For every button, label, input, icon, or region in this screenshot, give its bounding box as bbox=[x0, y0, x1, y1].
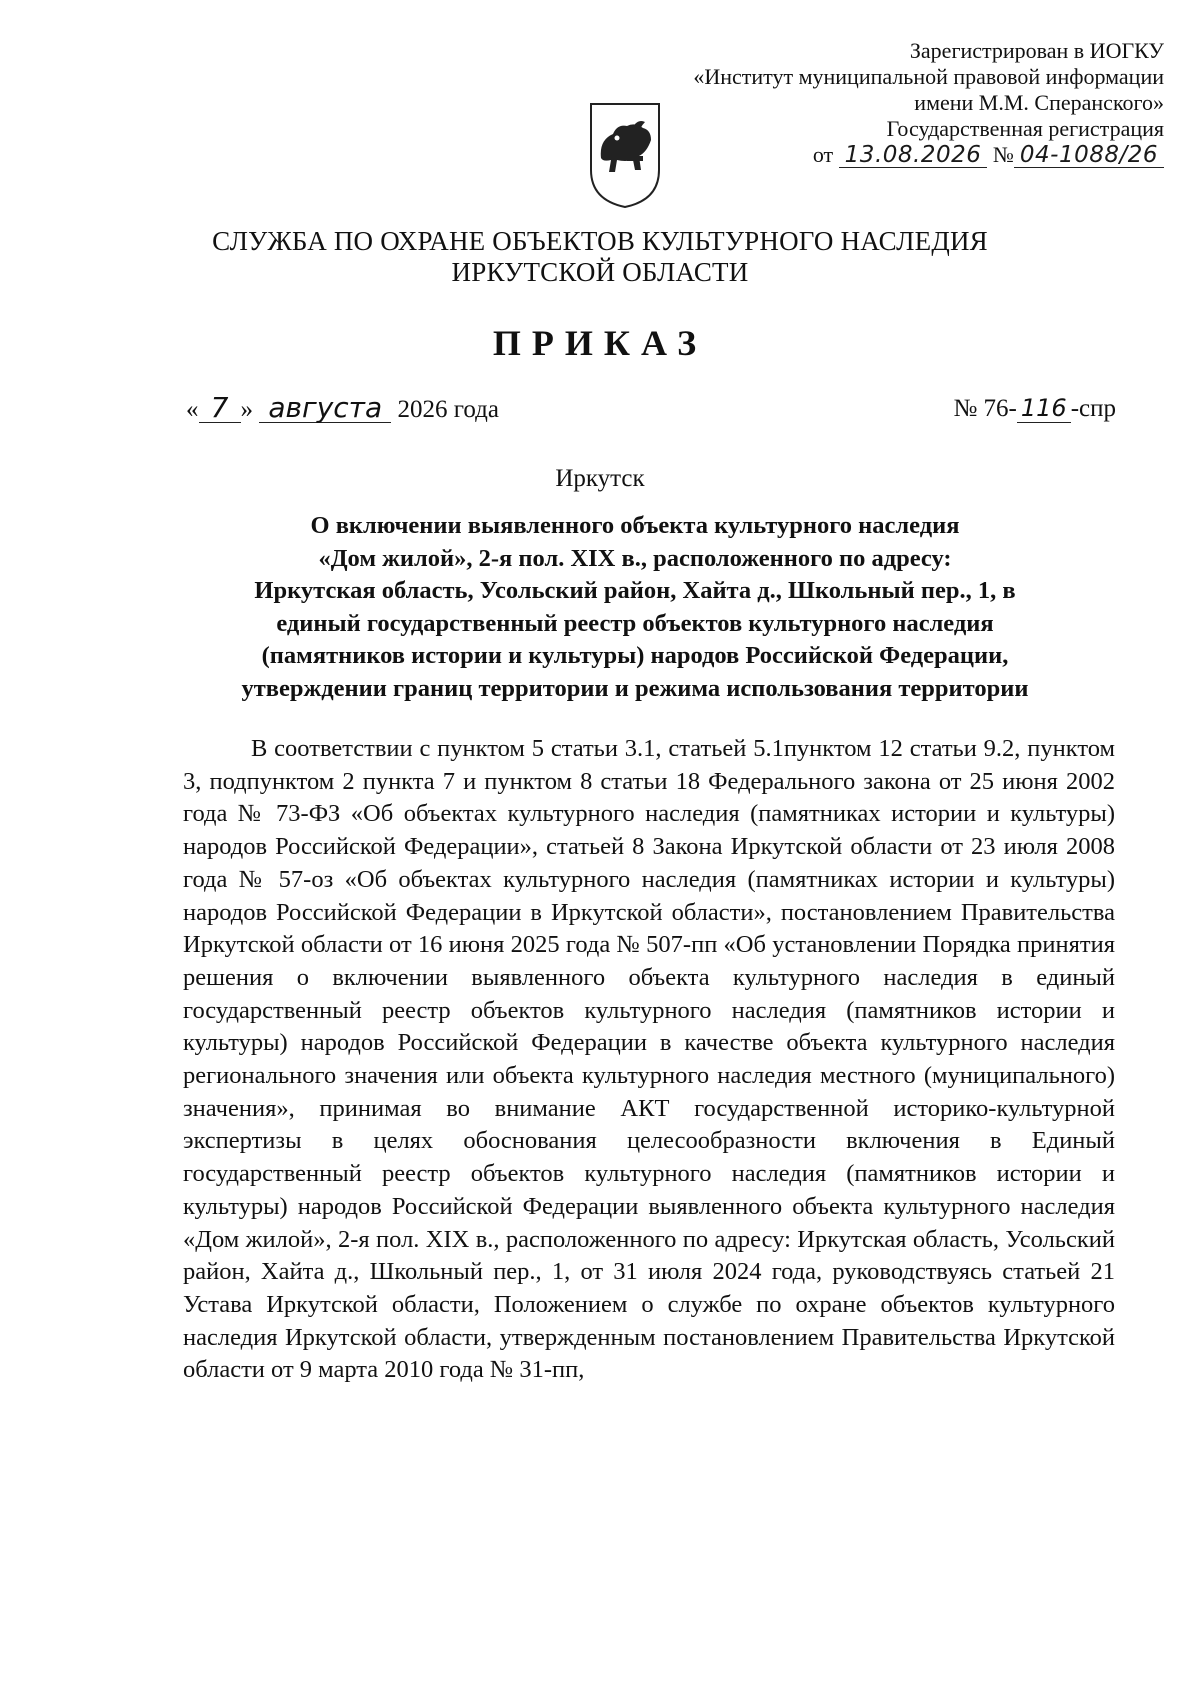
registration-line-3: имени М.М. Сперанского» bbox=[914, 90, 1164, 115]
subject-line-6: утверждении границ территории и режима использования территории bbox=[241, 674, 1029, 702]
subject-line-5: (памятников истории и культуры) народов Российской Федерации, bbox=[261, 642, 1009, 669]
agency-name-line-1: СЛУЖБА ПО ОХРАНЕ ОБЪЕКТОВ КУЛЬТУРНОГО НАСЛЕДИЯ bbox=[212, 226, 988, 256]
registration-number-handwritten: 04-1088/26 bbox=[1014, 143, 1164, 168]
registration-number-line bbox=[644, 142, 1164, 168]
order-number-suffix: -спр bbox=[1070, 395, 1116, 422]
subject-line-3: Иркутская область, Усольский район, Хайта д., Школьный пер., 1, в bbox=[254, 577, 1016, 604]
order-number bbox=[953, 394, 1116, 423]
order-subject bbox=[170, 510, 1100, 705]
order-date-row bbox=[186, 391, 1116, 434]
registration-line-2: «Институт муниципальной правовой информации bbox=[693, 64, 1164, 89]
registration-line-4: Государственная регистрация bbox=[886, 116, 1164, 141]
registration-stamp bbox=[644, 38, 1164, 168]
date-open-quote: « bbox=[186, 396, 199, 423]
order-date bbox=[186, 391, 499, 424]
subject-line-2: «Дом жилой», 2-я пол. XIX в., расположенного по адресу: bbox=[318, 544, 952, 572]
irkutsk-coat-of-arms-icon bbox=[587, 100, 663, 210]
registration-date-handwritten: 13.08.2026 bbox=[839, 143, 988, 168]
date-close-quote: » bbox=[240, 396, 253, 423]
order-number-prefix: № 76- bbox=[953, 395, 1017, 422]
registration-from-label: от bbox=[812, 142, 834, 167]
subject-line-1: О включении выявленного объекта культурного наследия bbox=[310, 512, 960, 539]
date-month-handwritten: августа bbox=[259, 394, 391, 423]
subject-line-4: единый государственный реестр объектов культурного наследия bbox=[276, 609, 994, 637]
registration-line-1: Зарегистрирован в ИОГКУ bbox=[909, 38, 1164, 63]
registration-number-label: № bbox=[992, 142, 1014, 167]
city-name: Иркутск bbox=[555, 465, 645, 492]
agency-name-line-2: ИРКУТСКОЙ ОБЛАСТИ bbox=[451, 257, 749, 287]
order-number-handwritten: 116 bbox=[1017, 394, 1071, 423]
document-type-title: ПРИКАЗ bbox=[492, 323, 708, 363]
preamble-paragraph: В соответствии с пунктом 5 статьи 3.1, статьей 5.1пунктом 12 статьи 9.2, пунктом 3, подпунктом 2 пункта 7 и пунктом 8 статьи 18 Федерального закона от 25 июня 2002 года № 73-ФЗ «Об объектах культурного наследия (памятниках истории и культуры) народов Российской Федерации», статьей 8 Закона Иркутской области от 23 июля 2008 года № 57-оз «Об объектах культурного наследия (памятниках истории и культуры) народов Российской Федерации в Иркутской области», постановлением Правительства Иркутской области от 16 июня 2025 года № 507-пп «Об установлении Порядка принятия решения о включении выявленного объекта культурного наследия в единый государственный реестр объектов культурного наследия (памятников истории и культуры) народов Российской Федерации в качестве объекта культурного наследия регионального значения или объекта культурного наследия местного (муниципального) значения», принимая во внимание АКТ государственной историко-культурной экспертизы в целях обоснования целесообразности включения в Единый государственный реестр объектов культурного наследия (памятников истории и культуры) народов Российской Федерации выявленного объекта культурного наследия «Дом жилой», 2-я пол. XIX в., расположенного по адресу: Иркутская область, Усольский район, Хайта д., Школьный пер., 1, от 31 июля 2024 года, руководствуясь статьей 21 Устава Иркутской области, Положением о службе по охране объектов культурного наследия Иркутской области, утвержденным постановлением Правительства Иркутской области от 9 марта 2010 года № 31-пп, bbox=[183, 735, 1115, 1384]
date-year: 2026 года bbox=[397, 396, 499, 423]
agency-name bbox=[0, 226, 1200, 288]
date-day-handwritten: 7 bbox=[199, 394, 241, 423]
